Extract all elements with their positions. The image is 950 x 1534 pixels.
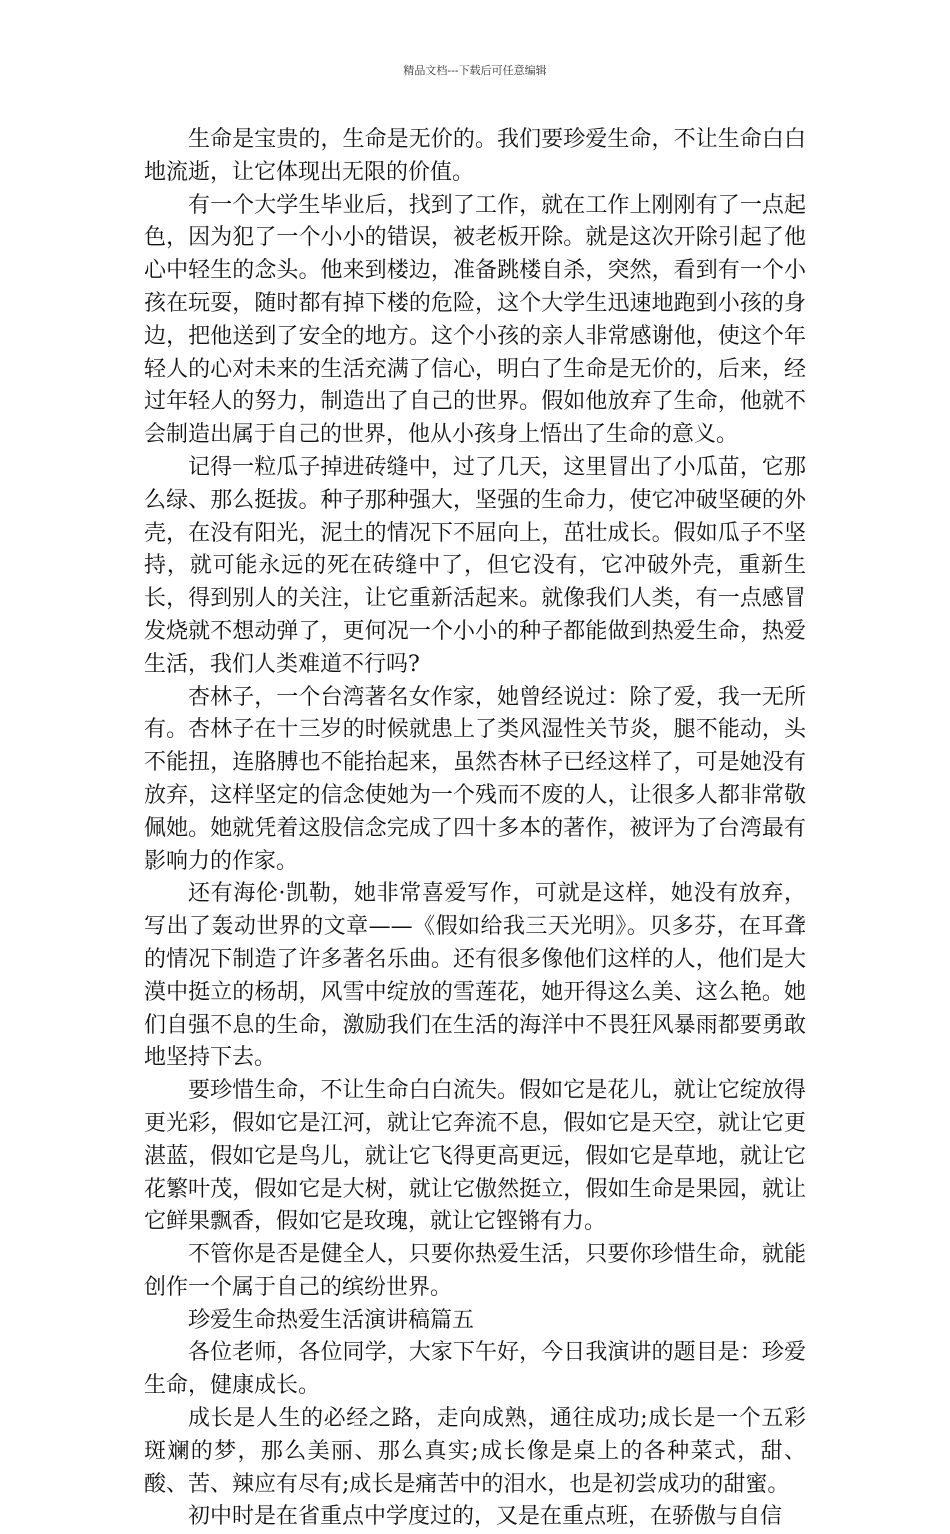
- paragraph: 记得一粒瓜子掉进砖缝中，过了几天，这里冒出了小瓜苗，它那么绿、那么挺拔。种子那种强大，坚强的生命力，使它冲破坚硬的外壳，在没有阳光，泥土的情况下不屈向上，茁壮成长。假如瓜子不坚持，就可能永远的死在砖缝中了，但它没有，它冲破外壳，重新生长，得到别人的关注，让它重新活起来。就像我们人类，有一点感冒发烧就不想动弹了，更何况一个小小的种子都能做到热爱生命，热爱生活，我们人类难道不行吗?: [144, 454, 806, 677]
- document-body: [144, 124, 806, 1534]
- paragraph: 生命是宝贵的，生命是无价的。我们要珍爱生命，不让生命白白地流逝，让它体现出无限的价值。: [144, 127, 806, 185]
- paragraph: 初中时是在省重点中学度过的，又是在重点班，在骄傲与自信: [188, 1504, 783, 1530]
- paragraph: 要珍惜生命，不让生命白白流失。假如它是花儿，就让它绽放得更光彩，假如它是江河，就让它奔流不息，假如它是天空，就让它更湛蓝，假如它是鸟儿，就让它飞得更高更远，假如它是草地，就让它花繁叶茂，假如它是大树，就让它傲然挺立，假如生命是果园，就让它鲜果飘香，假如它是玫瑰，就让它铿锵有力。: [144, 1078, 806, 1235]
- paragraph: 有一个大学生毕业后，找到了工作，就在工作上刚刚有了一点起色，因为犯了一个小小的错误，被老板开除。就是这次开除引起了他心中轻生的念头。他来到楼边，准备跳楼自杀，突然，看到有一个小孩在玩耍，随时都有掉下楼的危险，这个大学生迅速地跑到小孩的身边，把他送到了安全的地方。这个小孩的亲人非常感谢他，使这个年轻人的心对未来的生活充满了信心，明白了生命是无价的，后来，经过年轻人的努力，制造出了自己的世界。假如他放弃了生命，他就不会制造出属于自己的世界，他从小孩身上悟出了生命的意义。: [144, 192, 806, 448]
- section-title: 珍爱生命热爱生活演讲稿篇五: [188, 1307, 475, 1333]
- paragraph: 还有海伦·凯勒，她非常喜爱写作，可就是这样，她没有放弃，写出了轰动世界的文章——《假如给我三天光明》。贝多芬，在耳聋的情况下制造了许多著名乐曲。还有很多像他们这样的人，他们是大漠中挺立的杨胡，风雪中绽放的雪莲花，她开得这么美、这么艳。她们自强不息的生命，激励我们在生活的海洋中不畏狂风暴雨都要勇敢地坚持下去。: [144, 881, 806, 1071]
- paragraph: 杏林子，一个台湾著名女作家，她曾经说过：除了爱，我一无所有。杏林子在十三岁的时候就患上了类风湿性关节炎，腿不能动，头不能扭，连胳膊也不能抬起来，虽然杏林子已经这样了，可是她没有放弃，这样坚定的信念使她为一个残而不废的人，让很多人都非常敬佩她。她就凭着这股信念完成了四十多本的著作，被评为了台湾最有影响力的作家。: [144, 684, 806, 874]
- paragraph: 成长是人生的必经之路，走向成熟，通往成功;成长是一个五彩斑斓的梦，那么美丽、那么真实;成长像是桌上的各种菜式，甜、酸、苦、辣应有尽有;成长是痛苦中的泪水，也是初尝成功的甜蜜。: [144, 1406, 806, 1497]
- paragraph: 不管你是否是健全人，只要你热爱生活，只要你珍惜生命，就能创作一个属于自己的缤纷世界。: [144, 1242, 806, 1300]
- page-header: 精品文档---下载后可任意编辑: [403, 64, 547, 77]
- paragraph: 各位老师，各位同学，大家下午好，今日我演讲的题目是：珍爱生命，健康成长。: [144, 1340, 806, 1399]
